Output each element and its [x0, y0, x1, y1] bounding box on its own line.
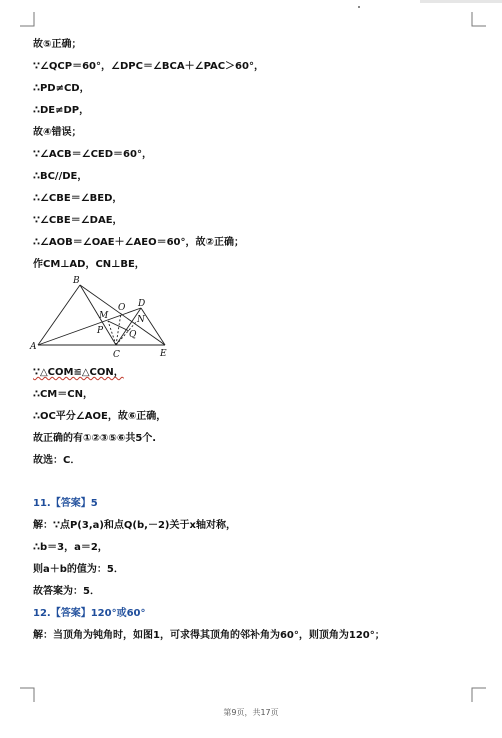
text-line-2: ∵∠QCP＝60°，∠DPC＝∠BCA＋∠PAC＞60°，: [33, 61, 264, 72]
text-line-18: 解：∵点P(3,a)和点Q(b,－2)关于x轴对称，: [33, 520, 236, 531]
label-A: A: [30, 342, 37, 352]
label-C: C: [113, 350, 120, 360]
text-line-4: ∴DE≠DP，: [33, 105, 90, 116]
text-line-6: ∵∠ACB＝∠CED＝60°，: [33, 149, 152, 160]
crop-mark-top-left: [20, 12, 36, 28]
top-rule: [420, 0, 502, 3]
text-line-15: 故正确的有①②③⑤⑥共5个.: [33, 433, 157, 444]
speck: [358, 6, 360, 8]
text-line-13: ∴CM＝CN，: [33, 389, 93, 400]
page-footer: 第9页，共17页: [223, 708, 279, 717]
geometry-figure: [28, 275, 178, 360]
crop-mark-bottom-right: [470, 686, 486, 702]
text-line-7: ∴BC//DE，: [33, 171, 88, 182]
segment-AB: [38, 285, 80, 345]
text-line-22: 12.【答案】120°或60°: [33, 608, 146, 619]
label-B: B: [73, 276, 80, 286]
text-line-21: 故答案为：5．: [33, 586, 100, 597]
label-P: P: [97, 326, 104, 336]
text-line-1: 故⑤正确；: [33, 39, 82, 50]
text-line-12: [33, 366, 124, 380]
segment-AD: [38, 308, 141, 345]
spellcheck-underline: ∵△COM≌△CON，: [33, 367, 124, 378]
label-O: O: [118, 303, 126, 313]
text-line-17: 11.【答案】5: [33, 498, 98, 509]
text-line-10: ∴∠AOB＝∠OAE＋∠AEO＝60°，故②正确；: [33, 237, 244, 248]
text-line-16: 故选：C．: [33, 455, 81, 466]
segment-DE: [141, 308, 165, 345]
text-line-20: 则a＋b的值为：5．: [33, 564, 124, 575]
text-line-14: ∴OC平分∠AOE，故⑥正确，: [33, 411, 167, 422]
segment-BC: [80, 285, 116, 345]
text-line-5: 故④错误；: [33, 127, 82, 138]
crop-mark-bottom-left: [20, 686, 36, 702]
label-M: M: [99, 311, 109, 321]
text-line-19: ∴b＝3，a＝2，: [33, 542, 108, 553]
text-line-23: 解：当顶角为钝角时，如图1，可求得其顶角的邻补角为60°，则顶角为120°；: [33, 630, 385, 641]
crop-mark-top-right: [470, 12, 486, 28]
text-line-3: ∴PD≠CD，: [33, 83, 90, 94]
label-D: D: [138, 299, 146, 309]
label-N: N: [137, 315, 145, 325]
label-Q: Q: [129, 330, 137, 340]
label-E: E: [160, 349, 167, 359]
text-line-9: ∵∠CBE＝∠DAE，: [33, 215, 123, 226]
segment-CO: [116, 313, 121, 345]
text-line-8: ∴∠CBE＝∠BED，: [33, 193, 123, 204]
text-line-11: 作CM⊥AD，CN⊥BE，: [33, 259, 145, 270]
